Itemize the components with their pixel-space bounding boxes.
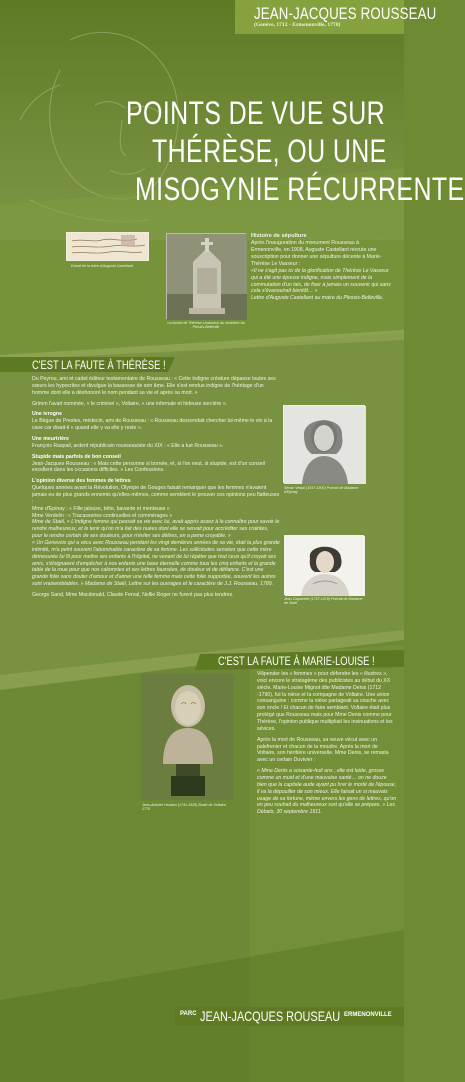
caption-bust: Jean-Antoine Houdon (1741-1828) Buste de Voltaire, 1778 xyxy=(142,803,227,812)
quote-verdelin: Mme Verdelin : « Tracasseries continuelles et commérages » xyxy=(32,512,173,519)
bust-voltaire xyxy=(141,674,234,800)
burial-block xyxy=(251,233,391,302)
portrait-epinay xyxy=(283,405,365,483)
portrait-stael xyxy=(284,535,364,595)
footer-town: ERMENONVILLE xyxy=(344,1012,392,1018)
section1-heading: C'EST LA FAUTE À THÉRÈSE ! xyxy=(32,358,166,372)
header-name: JEAN-JACQUES ROUSSEAU xyxy=(254,4,437,23)
caption-tomb: La tombe de Thérèse Levasseur au cimetière du Plessis-Belleville xyxy=(167,321,245,330)
burial-text: Après l'inauguration du monument Rousseau à Ermenonville, en 1908, Auguste Castellant recrute une souscription pour donner une sépulture décente à Marie-Thérèse Le Vasseur : xyxy=(251,240,382,267)
section2-body xyxy=(257,671,397,816)
quote-genevois: « Un Genevois qui a vécu avec Rousseau pendant les vingt dernières années de sa vie, était la plus grande intimité, m'a peint souvent l'abominable caractère de sa femme. Les sollicitudes sensées que cette mère démesurée lui fit pour mettre ses enfants à l'hôpital, ne venant de lui répéter que tout ceux qu'il croyait ses amis, s'éloignaient d'empêcher à nos enfants une base éternelle comme tous les cinq enfants et la grande table de la roue pour que nos calomnies et ses lettres faussées, de douleur et de défiance. C'est une grande folie sans douter d'amour et d'aimer une telle femme mais cette folie supportée, souvent les autres sont vraisemblables. » Madame de Staël, Lettre sur les ouvrages et le caractère de J.J. Rousseau, 1789. xyxy=(32,540,280,588)
burial-quote: «Il ne s'agit pas ici de la glorification de Thérèse Le Vasseur qui a été une épouse indigne, mais simplement de la commutation d'un lais, de fixer à jamais un souvenir qui sans cela s'évanouirait bientôt… » xyxy=(251,267,391,295)
burial-signature: Lettre d'Auguste Castellant au maire du Plessis-Belleville. xyxy=(251,295,384,302)
footer-park: PARC xyxy=(180,1011,197,1017)
section1-sub1-text: Le Bègue de Presles, médecin, ami de Rousseau : « Rousseau descendait chercher lui-même le vin à la cave car disait-il « quand elle y va elle y reste ». xyxy=(32,418,273,432)
quote-epinay: Mme d'Epinay : « Fille jalouse, bête, bavarde et menteuse » xyxy=(32,505,170,512)
section1-sub3-title: Stupide mais parfois de bon conseil xyxy=(32,453,121,460)
section1-sub1-title: Une ivrogne xyxy=(32,411,62,418)
burial-heading: Histoire de sépulture xyxy=(251,233,307,239)
caption-letter: Extrait de la lettre d'Auguste Castellant xyxy=(71,264,133,268)
section1-sub2-text: François Raspail, ardent républicain rousseauiste du XIX : « Elle a tué Rousseau ». xyxy=(32,442,224,449)
section1-p2: Grimm l'avait nommée, « le criminel », Voltaire, « une infernale et hideuse sorcière ». xyxy=(32,400,228,407)
title-line-3: MISOGYNIE RÉCURRENTE xyxy=(135,171,465,207)
section1-sub3-text: Jean-Jacques Rousseau : « Mais cette personne si bornée, et, si l'on veut, si stupide, est d'un conseil excellent dans les occasions difficiles. » Les Confessions. xyxy=(32,460,265,474)
quote-stael: Mme de Staël, « L'indigne femme qui passait sa vie avec lui, avait appris assez à le connaître pour savoir le rendre malheureux, et le tenir qu'on m'a fait des nuées dont elle se servait pour accréditer ses craintes, pour le rendre certain de ses douleurs, pour n'éviter ses délires, en a peine croyable. » xyxy=(32,519,280,540)
section2-heading: C'EST LA FAUTE À MARIE-LOUISE ! xyxy=(218,654,375,668)
section1-sub4-intro: Quelques années avant la Révolution, Olympe de Gouges faisait remarquer que les femmes n'avaient jamais eu de plus grands ennemis qu'elles-mêmes, comme semblent le prouver ces opinions peu flatteuses : xyxy=(32,485,280,505)
header-dates: (Genève, 1712 - Ermenonville, 1778) xyxy=(254,22,341,28)
section1-p1: Du Peyrou, ami et cadet éditeur testamentaire de Rousseau : « Cette indigne créature dépasse toutes ses sœurs les hypocrites et divulgue la bassesse de son âme. Elle s'est rendue indigne de l'héritage d'un homme dont elle a déshonoré le nom pendant sa vie et après sa mort. » xyxy=(32,376,276,396)
section2-quote: « Mme Denis a soixante-huit ans ; elle est laide, grosse comme un muid et d'une mauvaise santé… on ne douze bien que la capitale aude ayant pu hrer le morté de l'épouse, il va la dépouiller de son mieux. Elle faisait un si mauvais usage de sa fortune, même envers les gens de lettres, qu'on en peu souhait du malheureux sort qu'elle se prépare. » Les Débats, 30 septembre 1911. xyxy=(257,768,397,816)
section2-p1: Vilipender les « femmes » pour défendre les « illustres », voici encore le stratagème des publicistes au début du XX siècle. Marie-Louise Mignot dite Madame Denis (1712 -1790), fut la nièce et la compagne de Voltaire. Une union consanguine : comme la nièce partageait sa couche avec son oncle ! Et chacun de faire semblant. Voltaire était plus protégé que Rousseau mais pour Mme Denis comme pour Thérèse, l'opinion publique multipliait les insinuations et les sévices. xyxy=(257,671,393,732)
section2-p2: Après la mort de Rousseau, sa veuve vécut avec un palefrenier et chacun de la moudre. Après la mort de Voltaire, son héritière universelle, Mme Denis, se remaria avec un certain Duvivier : xyxy=(257,736,389,764)
caption-stael: Jean Claparède (1797-1878) Portrait de Madame de Staël xyxy=(284,597,363,606)
section1-p-end: George Sand, Mme Macdonald, Claude Ferval, Nellie Roger ne furent pas plus tendres. xyxy=(32,592,234,599)
caption-epinay: Sénac Vestal (1817-1900) Portrait de Madame d'Epinay xyxy=(284,486,359,495)
section1-sub2-title: Une meurtrière xyxy=(32,436,69,443)
section1-sub4-title: L'opinion diverse des femmes de lettres xyxy=(32,478,131,485)
title-line-2: THÉRÈSE, OU UNE xyxy=(152,133,387,169)
footer-name: JEAN-JACQUES ROUSEAU xyxy=(200,1008,341,1024)
title-line-1: POINTS DE VUE SUR xyxy=(126,95,386,131)
letter-image xyxy=(66,232,149,261)
tomb-image xyxy=(166,233,246,319)
section1-body xyxy=(32,376,280,599)
